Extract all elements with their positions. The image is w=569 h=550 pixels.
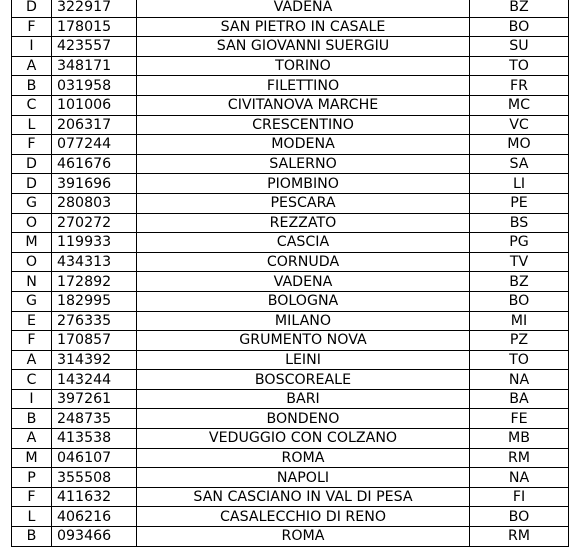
province-cell: BZ xyxy=(470,0,569,17)
table-row xyxy=(12,389,569,409)
province-cell: NA xyxy=(470,370,569,390)
city-cell: VEDUGGIO CON COLZANO xyxy=(137,429,470,449)
letter-cell: M xyxy=(12,448,52,468)
province-cell: FE xyxy=(470,409,569,429)
province-cell: PZ xyxy=(470,331,569,351)
code-cell: 423557 xyxy=(52,37,137,57)
province-cell: PG xyxy=(470,233,569,253)
letter-cell: C xyxy=(12,95,52,115)
city-cell: VADENA xyxy=(137,272,470,292)
code-cell: 348171 xyxy=(52,56,137,76)
letter-cell: G xyxy=(12,193,52,213)
city-cell: GRUMENTO NOVA xyxy=(137,331,470,351)
code-cell: 314392 xyxy=(52,350,137,370)
letter-cell: A xyxy=(12,56,52,76)
code-cell: 119933 xyxy=(52,233,137,253)
letter-cell: M xyxy=(12,233,52,253)
table-row xyxy=(12,56,569,76)
city-cell: REZZATO xyxy=(137,213,470,233)
table-row xyxy=(12,291,569,311)
city-cell: CIVITANOVA MARCHE xyxy=(137,95,470,115)
code-cell: 411632 xyxy=(52,487,137,507)
city-cell: CASALECCHIO DI RENO xyxy=(137,507,470,527)
code-cell: 276335 xyxy=(52,311,137,331)
letter-cell: D xyxy=(12,174,52,194)
province-cell: MI xyxy=(470,311,569,331)
letter-cell: B xyxy=(12,409,52,429)
table-row xyxy=(12,527,569,547)
province-cell: MB xyxy=(470,429,569,449)
letter-cell: P xyxy=(12,468,52,488)
city-cell: LEINI xyxy=(137,350,470,370)
province-cell: RM xyxy=(470,527,569,547)
table-row xyxy=(12,507,569,527)
table-body xyxy=(12,0,569,546)
city-cell: CASCIA xyxy=(137,233,470,253)
province-cell: TO xyxy=(470,350,569,370)
table-row xyxy=(12,213,569,233)
city-cell: FILETTINO xyxy=(137,76,470,96)
city-cell: TORINO xyxy=(137,56,470,76)
city-cell: MILANO xyxy=(137,311,470,331)
city-cell: CORNUDA xyxy=(137,252,470,272)
code-cell: 413538 xyxy=(52,429,137,449)
city-cell: ROMA xyxy=(137,448,470,468)
province-cell: BS xyxy=(470,213,569,233)
table-row xyxy=(12,135,569,155)
table-row xyxy=(12,331,569,351)
code-cell: 406216 xyxy=(52,507,137,527)
city-cell: SALERNO xyxy=(137,154,470,174)
code-cell: 280803 xyxy=(52,193,137,213)
city-cell: SAN CASCIANO IN VAL DI PESA xyxy=(137,487,470,507)
table-row xyxy=(12,311,569,331)
city-cell: MODENA xyxy=(137,135,470,155)
table-row xyxy=(12,95,569,115)
letter-cell: F xyxy=(12,487,52,507)
table-row xyxy=(12,193,569,213)
province-cell: BA xyxy=(470,389,569,409)
province-cell: MC xyxy=(470,95,569,115)
city-cell: VADENA xyxy=(137,0,470,17)
code-cell: 170857 xyxy=(52,331,137,351)
table-row xyxy=(12,487,569,507)
code-cell: 322917 xyxy=(52,0,137,17)
city-cell: SAN PIETRO IN CASALE xyxy=(137,17,470,37)
letter-cell: L xyxy=(12,507,52,527)
table-row xyxy=(12,252,569,272)
table-row xyxy=(12,115,569,135)
code-cell: 093466 xyxy=(52,527,137,547)
province-cell: RM xyxy=(470,448,569,468)
city-cell: BONDENO xyxy=(137,409,470,429)
code-cell: 077244 xyxy=(52,135,137,155)
table-row xyxy=(12,17,569,37)
table-row xyxy=(12,448,569,468)
province-cell: NA xyxy=(470,468,569,488)
code-cell: 248735 xyxy=(52,409,137,429)
letter-cell: F xyxy=(12,331,52,351)
province-cell: LI xyxy=(470,174,569,194)
table-row xyxy=(12,272,569,292)
province-cell: TO xyxy=(470,56,569,76)
table-row xyxy=(12,233,569,253)
table-row xyxy=(12,174,569,194)
table-row xyxy=(12,37,569,57)
province-cell: BO xyxy=(470,507,569,527)
letter-cell: B xyxy=(12,76,52,96)
province-cell: PE xyxy=(470,193,569,213)
letter-cell: D xyxy=(12,154,52,174)
letter-cell: I xyxy=(12,37,52,57)
letter-cell: D xyxy=(12,0,52,17)
code-cell: 355508 xyxy=(52,468,137,488)
letter-cell: E xyxy=(12,311,52,331)
code-cell: 143244 xyxy=(52,370,137,390)
city-cell: SAN GIOVANNI SUERGIU xyxy=(137,37,470,57)
province-cell: BO xyxy=(470,17,569,37)
city-cell: CRESCENTINO xyxy=(137,115,470,135)
code-cell: 101006 xyxy=(52,95,137,115)
code-cell: 270272 xyxy=(52,213,137,233)
letter-cell: A xyxy=(12,429,52,449)
city-cell: BOLOGNA xyxy=(137,291,470,311)
code-cell: 391696 xyxy=(52,174,137,194)
letter-cell: O xyxy=(12,252,52,272)
city-cell: BARI xyxy=(137,389,470,409)
letter-cell: L xyxy=(12,115,52,135)
province-cell: FR xyxy=(470,76,569,96)
province-cell: MO xyxy=(470,135,569,155)
province-cell: BO xyxy=(470,291,569,311)
table-row xyxy=(12,350,569,370)
province-cell: SU xyxy=(470,37,569,57)
letter-cell: F xyxy=(12,135,52,155)
code-cell: 178015 xyxy=(52,17,137,37)
letter-cell: F xyxy=(12,17,52,37)
table-row xyxy=(12,154,569,174)
city-cell: ROMA xyxy=(137,527,470,547)
table-row xyxy=(12,429,569,449)
province-cell: SA xyxy=(470,154,569,174)
city-cell: NAPOLI xyxy=(137,468,470,488)
letter-cell: B xyxy=(12,527,52,547)
code-cell: 172892 xyxy=(52,272,137,292)
code-cell: 434313 xyxy=(52,252,137,272)
table-row xyxy=(12,409,569,429)
province-cell: TV xyxy=(470,252,569,272)
letter-cell: O xyxy=(12,213,52,233)
city-cell: PIOMBINO xyxy=(137,174,470,194)
letter-cell: A xyxy=(12,350,52,370)
code-cell: 182995 xyxy=(52,291,137,311)
letter-cell: G xyxy=(12,291,52,311)
table-row xyxy=(12,370,569,390)
province-cell: FI xyxy=(470,487,569,507)
code-cell: 397261 xyxy=(52,389,137,409)
letter-cell: I xyxy=(12,389,52,409)
code-cell: 046107 xyxy=(52,448,137,468)
province-cell: BZ xyxy=(470,272,569,292)
code-cell: 461676 xyxy=(52,154,137,174)
province-cell: VC xyxy=(470,115,569,135)
city-cell: BOSCOREALE xyxy=(137,370,470,390)
city-cell: PESCARA xyxy=(137,193,470,213)
letter-cell: C xyxy=(12,370,52,390)
table-row xyxy=(12,76,569,96)
table-row xyxy=(12,0,569,17)
code-cell: 031958 xyxy=(52,76,137,96)
letter-cell: N xyxy=(12,272,52,292)
code-cell: 206317 xyxy=(52,115,137,135)
table-row xyxy=(12,468,569,488)
data-table xyxy=(11,0,569,547)
